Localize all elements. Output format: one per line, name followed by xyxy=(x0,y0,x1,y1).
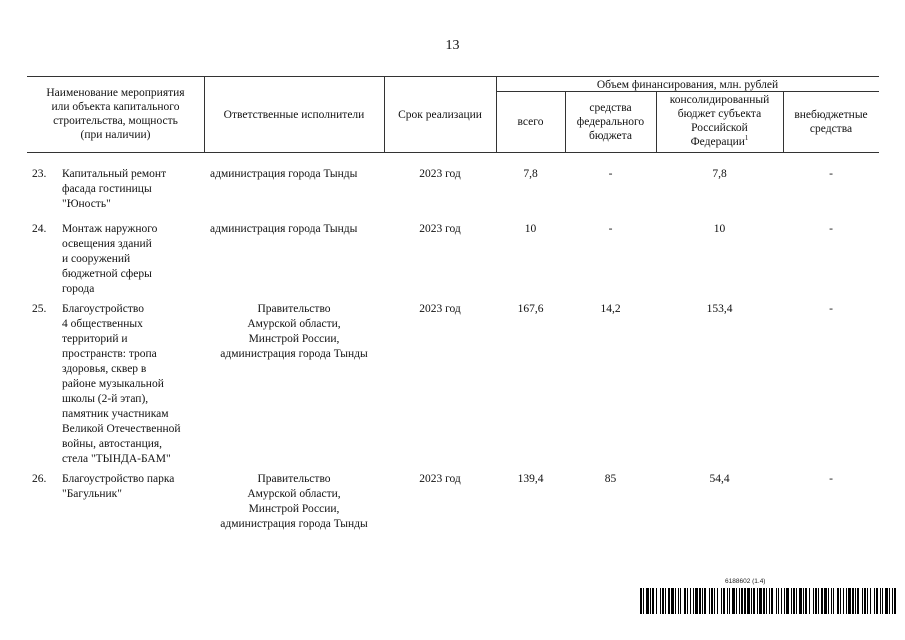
row-24-name: Монтаж наружного освещения зданий и сооружений бюджетной сферы города xyxy=(62,223,158,295)
row-24-extra: - xyxy=(829,223,833,235)
row-25-name: Благоустройство 4 общественных территорий и пространств: тропа здоровья, сквер в районе музыкальной школы (2-й этап), памятник участникам Великой Отечественной войны, автостанция, стела "ТЫНДА-БАМ" xyxy=(62,303,181,465)
row-26-federal: 85 xyxy=(604,473,617,485)
row-23-name: Капитальный ремонт фасада гостиницы "Юность" xyxy=(62,168,167,210)
row-24-exec: администрация города Тынды xyxy=(210,223,358,235)
row-24-num: 24. xyxy=(32,223,47,235)
header-name: Наименование мероприятия или объекта капитального строительства, мощность (при наличии) xyxy=(46,87,185,141)
row-26-extra: - xyxy=(829,473,833,485)
barcode-label: 6188602 (1.4) xyxy=(725,578,766,585)
row-25-total: 167,6 xyxy=(517,303,544,315)
row-23-federal: - xyxy=(608,168,613,180)
header-total: всего xyxy=(517,116,544,128)
row-26-name: Благоустройство парка "Багульник" xyxy=(62,473,175,500)
row-25-consolidated: 153,4 xyxy=(706,303,733,315)
header-funding: Объем финансирования, млн. рублей xyxy=(596,79,779,91)
header-extra: внебюджетные средства xyxy=(794,109,868,135)
row-26-num: 26. xyxy=(32,473,47,485)
footnote-marker: 1 xyxy=(744,134,749,143)
row-24-federal: - xyxy=(608,223,613,235)
header-consolidated-text: консолидированный бюджет субъекта Российской Федерации xyxy=(669,94,770,148)
row-26-total: 139,4 xyxy=(517,473,544,485)
row-23-extra: - xyxy=(829,168,833,180)
row-23-consolidated: 7,8 xyxy=(712,168,727,180)
row-23-exec: администрация города Тынды xyxy=(210,168,358,180)
row-26-exec: Правительство Амурской области, Минстрой России, администрация города Тынды xyxy=(220,473,368,530)
row-24-total: 10 xyxy=(524,223,537,235)
row-25-federal: 14,2 xyxy=(600,303,621,315)
row-24-consolidated: 10 xyxy=(713,223,726,235)
row-26-term: 2023 год xyxy=(419,473,461,485)
row-24-term: 2023 год xyxy=(419,223,461,235)
row-25-exec: Правительство Амурской области, Минстрой России, администрация города Тынды xyxy=(220,303,368,360)
table-top-border xyxy=(27,76,879,77)
row-25-extra: - xyxy=(829,303,833,315)
row-25-num: 25. xyxy=(32,303,47,315)
row-23-total: 7,8 xyxy=(523,168,538,180)
header-term: Срок реализации xyxy=(398,109,482,121)
row-23-term: 2023 год xyxy=(419,168,461,180)
header-executors: Ответственные исполнители xyxy=(223,109,365,121)
row-23-num: 23. xyxy=(32,168,47,180)
page-number: 13 xyxy=(445,38,460,53)
row-26-consolidated: 54,4 xyxy=(709,473,730,485)
barcode-image xyxy=(640,588,896,614)
header-federal: средства федерального бюджета xyxy=(576,102,645,142)
table-header-bottom-border xyxy=(27,152,879,153)
row-25-term: 2023 год xyxy=(419,303,461,315)
header-consolidated xyxy=(656,93,783,149)
